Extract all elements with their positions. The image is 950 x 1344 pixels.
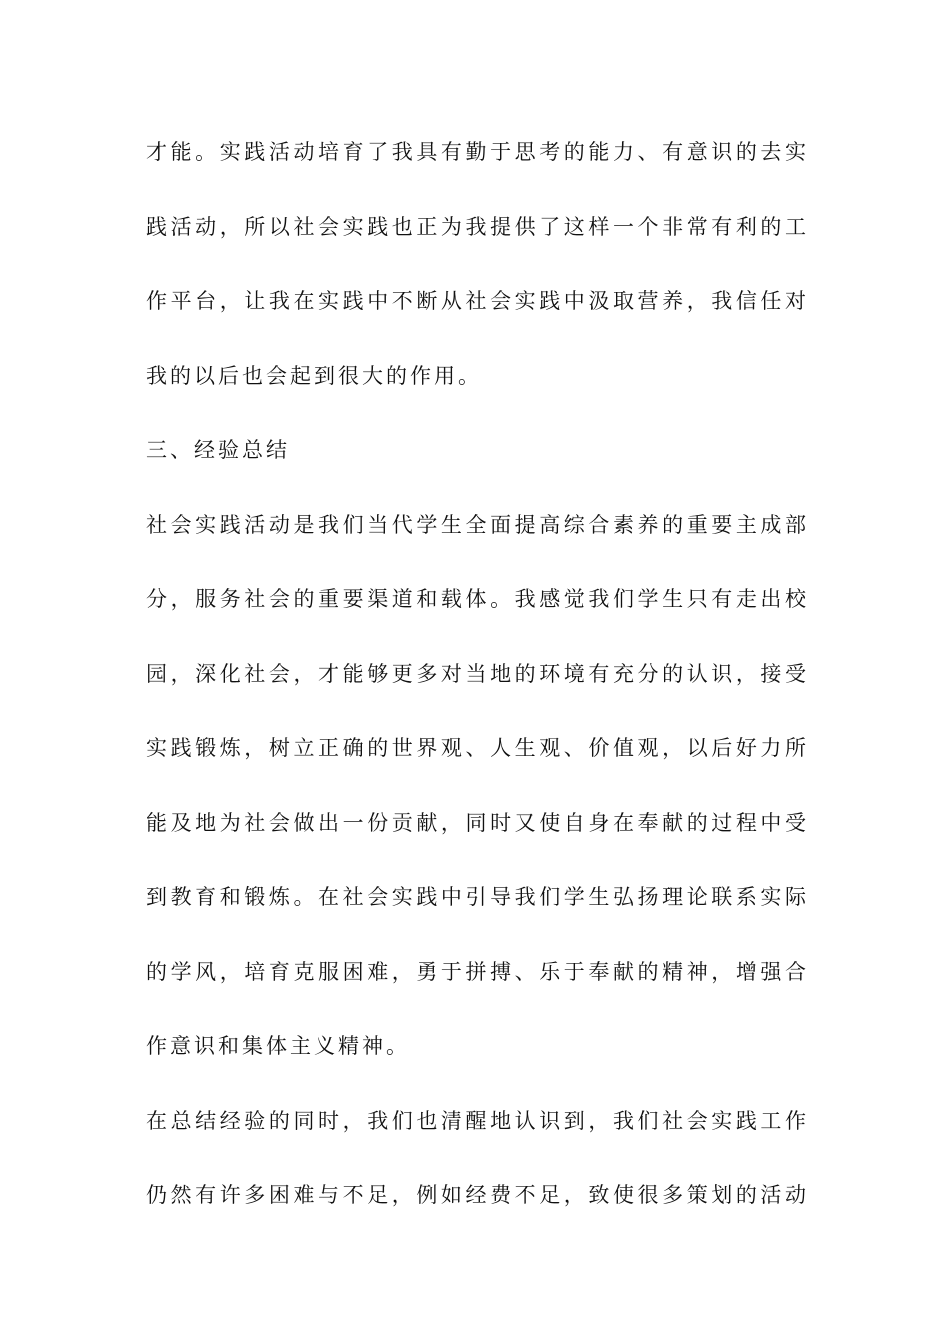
text-line: 践活动，所以社会实践也正为我提供了这样一个非常有利的工 bbox=[146, 215, 806, 239]
text-line: 社会实践活动是我们当代学生全面提高综合素养的重要主成部 bbox=[146, 513, 806, 537]
text-line: 园，深化社会，才能够更多对当地的环境有充分的认识，接受 bbox=[146, 662, 806, 686]
text-line: 作平台，让我在实践中不断从社会实践中汲取营养，我信任对 bbox=[146, 289, 806, 313]
text-line: 作意识和集体主义精神。 bbox=[146, 1034, 410, 1058]
text-line: 在总结经验的同时，我们也清醒地认识到，我们社会实践工作 bbox=[146, 1109, 806, 1133]
text-line: 到教育和锻炼。在社会实践中引导我们学生弘扬理论联系实际 bbox=[146, 885, 806, 909]
text-line: 实践锻炼，树立正确的世界观、人生观、价值观，以后好力所 bbox=[146, 736, 806, 760]
text-line: 我的以后也会起到很大的作用。 bbox=[146, 364, 482, 388]
section-heading: 三、经验总结 bbox=[146, 438, 290, 462]
text-line: 能及地为社会做出一份贡献，同时又使自身在奉献的过程中受 bbox=[146, 811, 806, 835]
text-line: 分，服务社会的重要渠道和载体。我感觉我们学生只有走出校 bbox=[146, 587, 806, 611]
text-line: 的学风，培育克服困难，勇于拼搏、乐于奉献的精神，增强合 bbox=[146, 960, 806, 984]
text-line: 仍然有许多困难与不足，例如经费不足，致使很多策划的活动 bbox=[146, 1183, 806, 1207]
text-line: 才能。实践活动培育了我具有勤于思考的能力、有意识的去实 bbox=[146, 140, 806, 164]
